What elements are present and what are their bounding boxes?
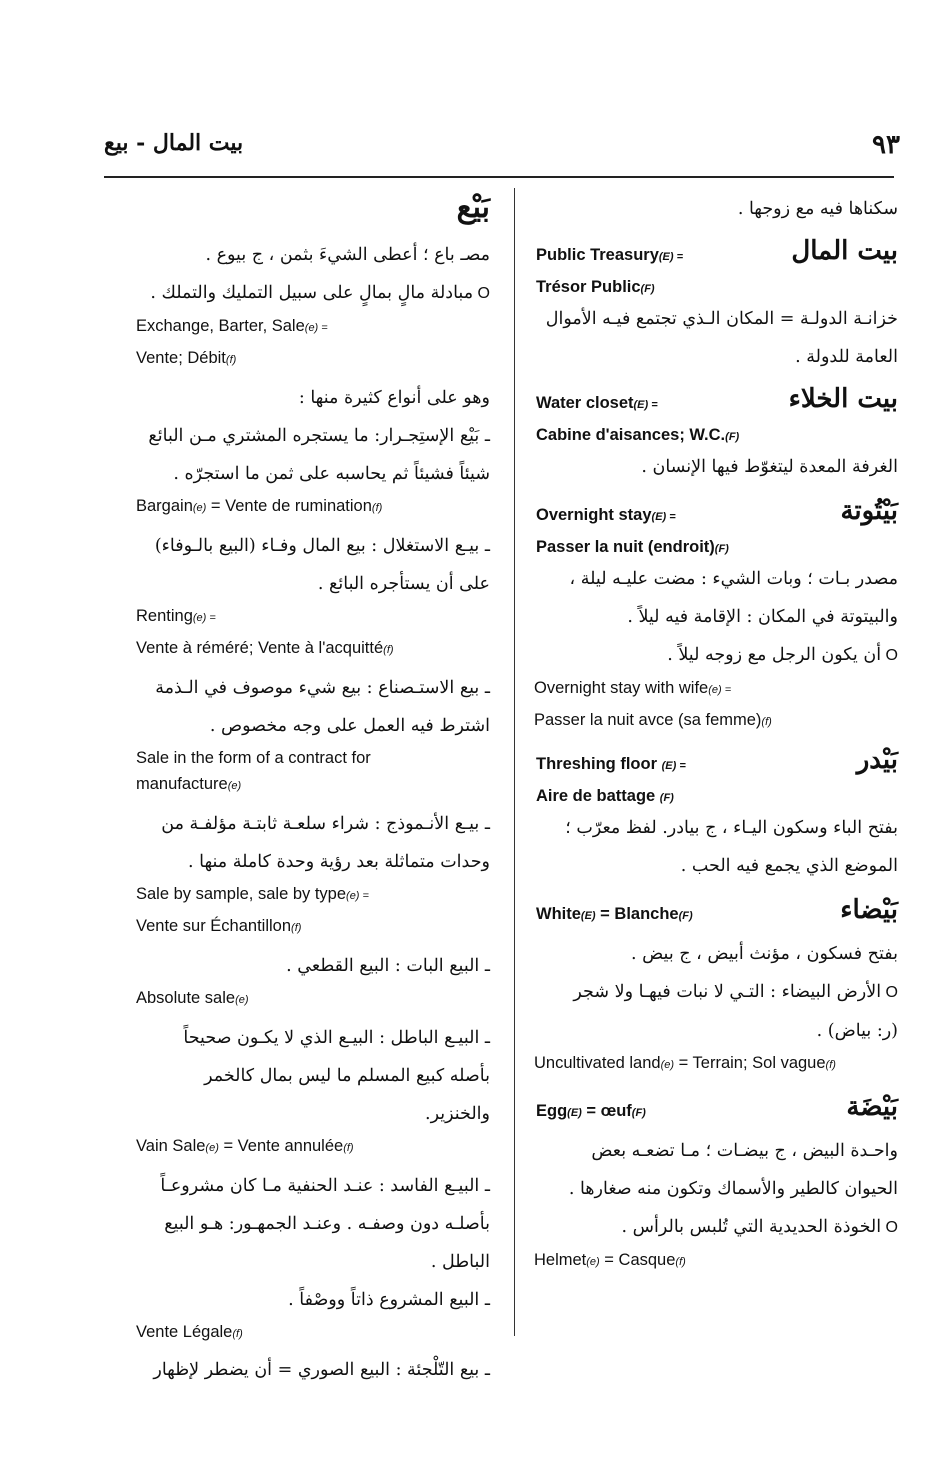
language-tag: (e) =: [346, 890, 369, 902]
french-term: = Terrain; Sol vague: [674, 1054, 826, 1072]
definition-line: خزانـة الدولـة = المكان الـذي تجتمع فيـه الأموال: [545, 309, 898, 329]
french-term: = œuf: [581, 1102, 632, 1120]
right-column: [534, 190, 898, 1275]
definition-line: بفتح الباء وسكون اليـاء ، ج بيادر. لفظ معرّب ؛: [565, 818, 898, 838]
language-tag: (e): [192, 502, 207, 514]
page-number: ٩٣: [872, 130, 900, 160]
definition-line: ـ البيع البات : البيع القطعي .: [286, 956, 490, 976]
definition-line: والبيتوتة في المكان : الإقامة فيه ليلاً .: [627, 607, 898, 627]
language-tag: (e): [586, 1256, 600, 1268]
english-term: Absolute sale: [136, 989, 236, 1007]
definition-line: مصـ باع ؛ أعطى الشيءَ بثمن ، ج بيوع .: [205, 245, 490, 265]
definition-line: ـ بيـع الاستغلال : بيع المال وفـاء (البيع بالـوفاء): [154, 536, 490, 556]
continued-text: سكناها فيه مع زوجها .: [737, 199, 898, 219]
language-tag: (F): [640, 283, 655, 295]
sale-type: [136, 527, 490, 663]
definition-line: بأصله كبيع المسلم ما ليس بمال كالخمر والخنزير.: [204, 1066, 490, 1124]
language-tag: (F): [714, 543, 729, 555]
definition-line: ـ البيـع الباطل : البيـع الذي لا يكـون صحيحاً: [183, 1028, 490, 1048]
language-tag: (f): [343, 1142, 354, 1154]
sale-type: [136, 1281, 490, 1347]
definition-line: ـ بَيْع الإستِجـرار: ما يستجره المشتري مـن البائع: [148, 426, 490, 446]
headword: بَيْتُوتة: [840, 496, 898, 526]
headword: بَيْع: [456, 190, 490, 225]
sale-type: [136, 1167, 490, 1281]
french-term: Passer la nuit avce (sa femme): [534, 711, 762, 729]
english-term: Helmet: [534, 1251, 587, 1269]
column-divider: [514, 188, 515, 1336]
french-term: = Vente de rumination: [206, 497, 372, 515]
language-tag: (f): [761, 716, 772, 728]
dictionary-entry: [534, 236, 898, 376]
french-term: Vente à réméré; Vente à l'acquitté: [136, 639, 384, 657]
language-tag: (e): [227, 780, 242, 792]
sale-type: [136, 947, 490, 1013]
french-term: Vente; Débit: [136, 349, 226, 367]
sub-sense: O الأرض البيضاء : التـي لا نبات فيهـا ولا شجر: [534, 973, 898, 1012]
headword: بيت الخلاء: [788, 384, 898, 414]
dictionary-entry: [534, 1092, 898, 1275]
french-term: = Blanche: [595, 905, 679, 923]
definition-line: مصدر بـات ؛ وبات الشيء : مضت عليـه ليلة ،: [569, 569, 898, 589]
french-term: = Casque: [599, 1251, 676, 1269]
headword: بَيْضَة: [846, 1092, 898, 1122]
definition-line: ـ بيع الاستـصناع : بيع شيء موصوف في الـذمة: [155, 678, 490, 698]
running-head: بيت المال - بيع: [104, 130, 244, 156]
sale-type: [136, 417, 490, 521]
language-tag: (f): [383, 644, 394, 656]
english-term: Exchange, Barter, Sale: [136, 317, 305, 335]
english-term: Public Treasury: [536, 246, 659, 264]
english-term: Overnight stay: [536, 506, 652, 524]
definition-line: العامة للدولة .: [795, 347, 898, 367]
language-tag: (E) =: [661, 760, 686, 772]
language-tag: (e) =: [304, 322, 328, 334]
language-tag: (E): [580, 910, 596, 922]
definition-line: وهو على أنواع كثيرة منها :: [298, 388, 490, 408]
definition-line: الموضع الذي يجمع فيه الحب .: [680, 856, 898, 876]
language-tag: (e) =: [708, 684, 732, 696]
french-term: Cabine d'aisances; W.C.: [536, 426, 726, 444]
english-term: Sale in the form of a contract for: [136, 749, 371, 767]
sub-sense: O أن يكون الرجل مع زوجه ليلاً .: [534, 636, 898, 675]
english-term: Vain Sale: [136, 1137, 206, 1155]
sub-sense: O الخوذة الحديدية التي تُلبس بالرأس .: [534, 1208, 898, 1247]
sale-type: [136, 805, 490, 941]
language-tag: (E) =: [651, 511, 676, 523]
header-rule: [104, 176, 894, 178]
language-tag: (F): [678, 910, 693, 922]
definition-line: بفتح فسكون ، مؤنث أبيض ، ج بيض .: [630, 944, 898, 964]
sale-type: [136, 1351, 490, 1389]
language-tag: (e) =: [192, 612, 216, 624]
page-header: [0, 128, 944, 178]
english-term: White: [536, 905, 581, 923]
language-tag: (F): [631, 1107, 646, 1119]
dictionary-entry: [534, 496, 898, 735]
language-tag: (e): [660, 1059, 675, 1071]
english-term: Uncultivated land: [534, 1054, 661, 1072]
definition-line: اشترط فيه العمل على وجه مخصوص .: [209, 716, 490, 736]
dictionary-entry: [534, 895, 898, 1078]
english-term: Renting: [136, 607, 193, 625]
language-tag: (f): [675, 1256, 686, 1268]
sale-type: [136, 669, 490, 799]
left-column: [136, 190, 490, 1389]
definition-line: شيئاً فشيئاً ثم يحاسبه على ثمن ما استجرّه .: [173, 464, 490, 484]
english-term: Vente Légale: [136, 1323, 233, 1341]
headword: بَيْدر: [856, 745, 898, 775]
definition-line: واحـدة البيض ، ج بيضـات ؛ مـا تضعـه بعض: [591, 1141, 898, 1161]
definition-line: الحيوان كالطير والأسماك وتكون منه صغارها .: [568, 1179, 898, 1199]
language-tag: (F): [659, 792, 674, 804]
language-tag: (e): [235, 994, 249, 1006]
dictionary-entry: [534, 384, 898, 486]
definition-line: ـ البيع المشروع ذاتاً ووصْفاً .: [288, 1290, 490, 1310]
english-term: Egg: [536, 1102, 568, 1120]
language-tag: (f): [291, 922, 302, 934]
definition-line: بأصلـه دون وصفـه . وعنـد الجمهـور: هـو البيع: [164, 1214, 490, 1234]
definition-line: الباطل .: [430, 1252, 490, 1272]
english-term: Overnight stay with wife: [534, 679, 709, 697]
language-tag: (E) =: [658, 251, 684, 263]
definition-line: ـ بيـع الأنـموذج : شراء سلعـة ثابتـة مؤلفـة من: [161, 814, 490, 834]
language-tag: (f): [225, 354, 237, 366]
language-tag: (f): [825, 1059, 836, 1071]
language-tag: (E) =: [633, 399, 658, 411]
english-term: manufacture: [136, 775, 228, 793]
definition-line: على أن يستأجره البائع .: [317, 574, 490, 594]
french-term: Trésor Public: [536, 278, 641, 296]
english-term: Water closet: [536, 394, 634, 412]
language-tag: (e): [205, 1142, 219, 1154]
definition-line: ـ بيع التّلْجئة : البيع الصوري = أن يضطر لإظهار: [153, 1360, 490, 1380]
english-term: Threshing floor: [536, 755, 662, 773]
french-term: Vente sur Échantillon: [136, 917, 292, 935]
language-tag: (f): [371, 502, 383, 514]
language-tag: (E): [567, 1107, 582, 1119]
language-tag: (f): [232, 1328, 243, 1340]
headword: بيت المال: [791, 236, 898, 266]
french-term: = Vente annulée: [218, 1137, 344, 1155]
definition-line: وحدات متماثلة بعد رؤية وحدة كاملة منها .: [188, 852, 490, 872]
headword: بَيْضاء: [840, 895, 898, 925]
language-tag: (F): [725, 431, 740, 443]
french-term: Passer la nuit (endroit): [536, 538, 715, 556]
definition-line: ـ البيـع الفاسد : عنـد الحنفية مـا كان مشروعـاً: [160, 1176, 490, 1196]
definition-line: (ر: بياض) .: [816, 1021, 898, 1041]
definition-line: الغرفة المعدة ليتغوّط فيها الإنسان .: [641, 457, 898, 477]
sub-sense: O مبادلة مالٍ بمالٍ على سبيل التمليك والتملك .: [136, 274, 490, 313]
dictionary-entry: [534, 745, 898, 885]
english-term: Bargain: [136, 497, 193, 515]
sale-type: [136, 1019, 490, 1161]
english-term: Sale by sample, sale by type: [136, 885, 347, 903]
french-term: Aire de battage: [536, 787, 660, 805]
